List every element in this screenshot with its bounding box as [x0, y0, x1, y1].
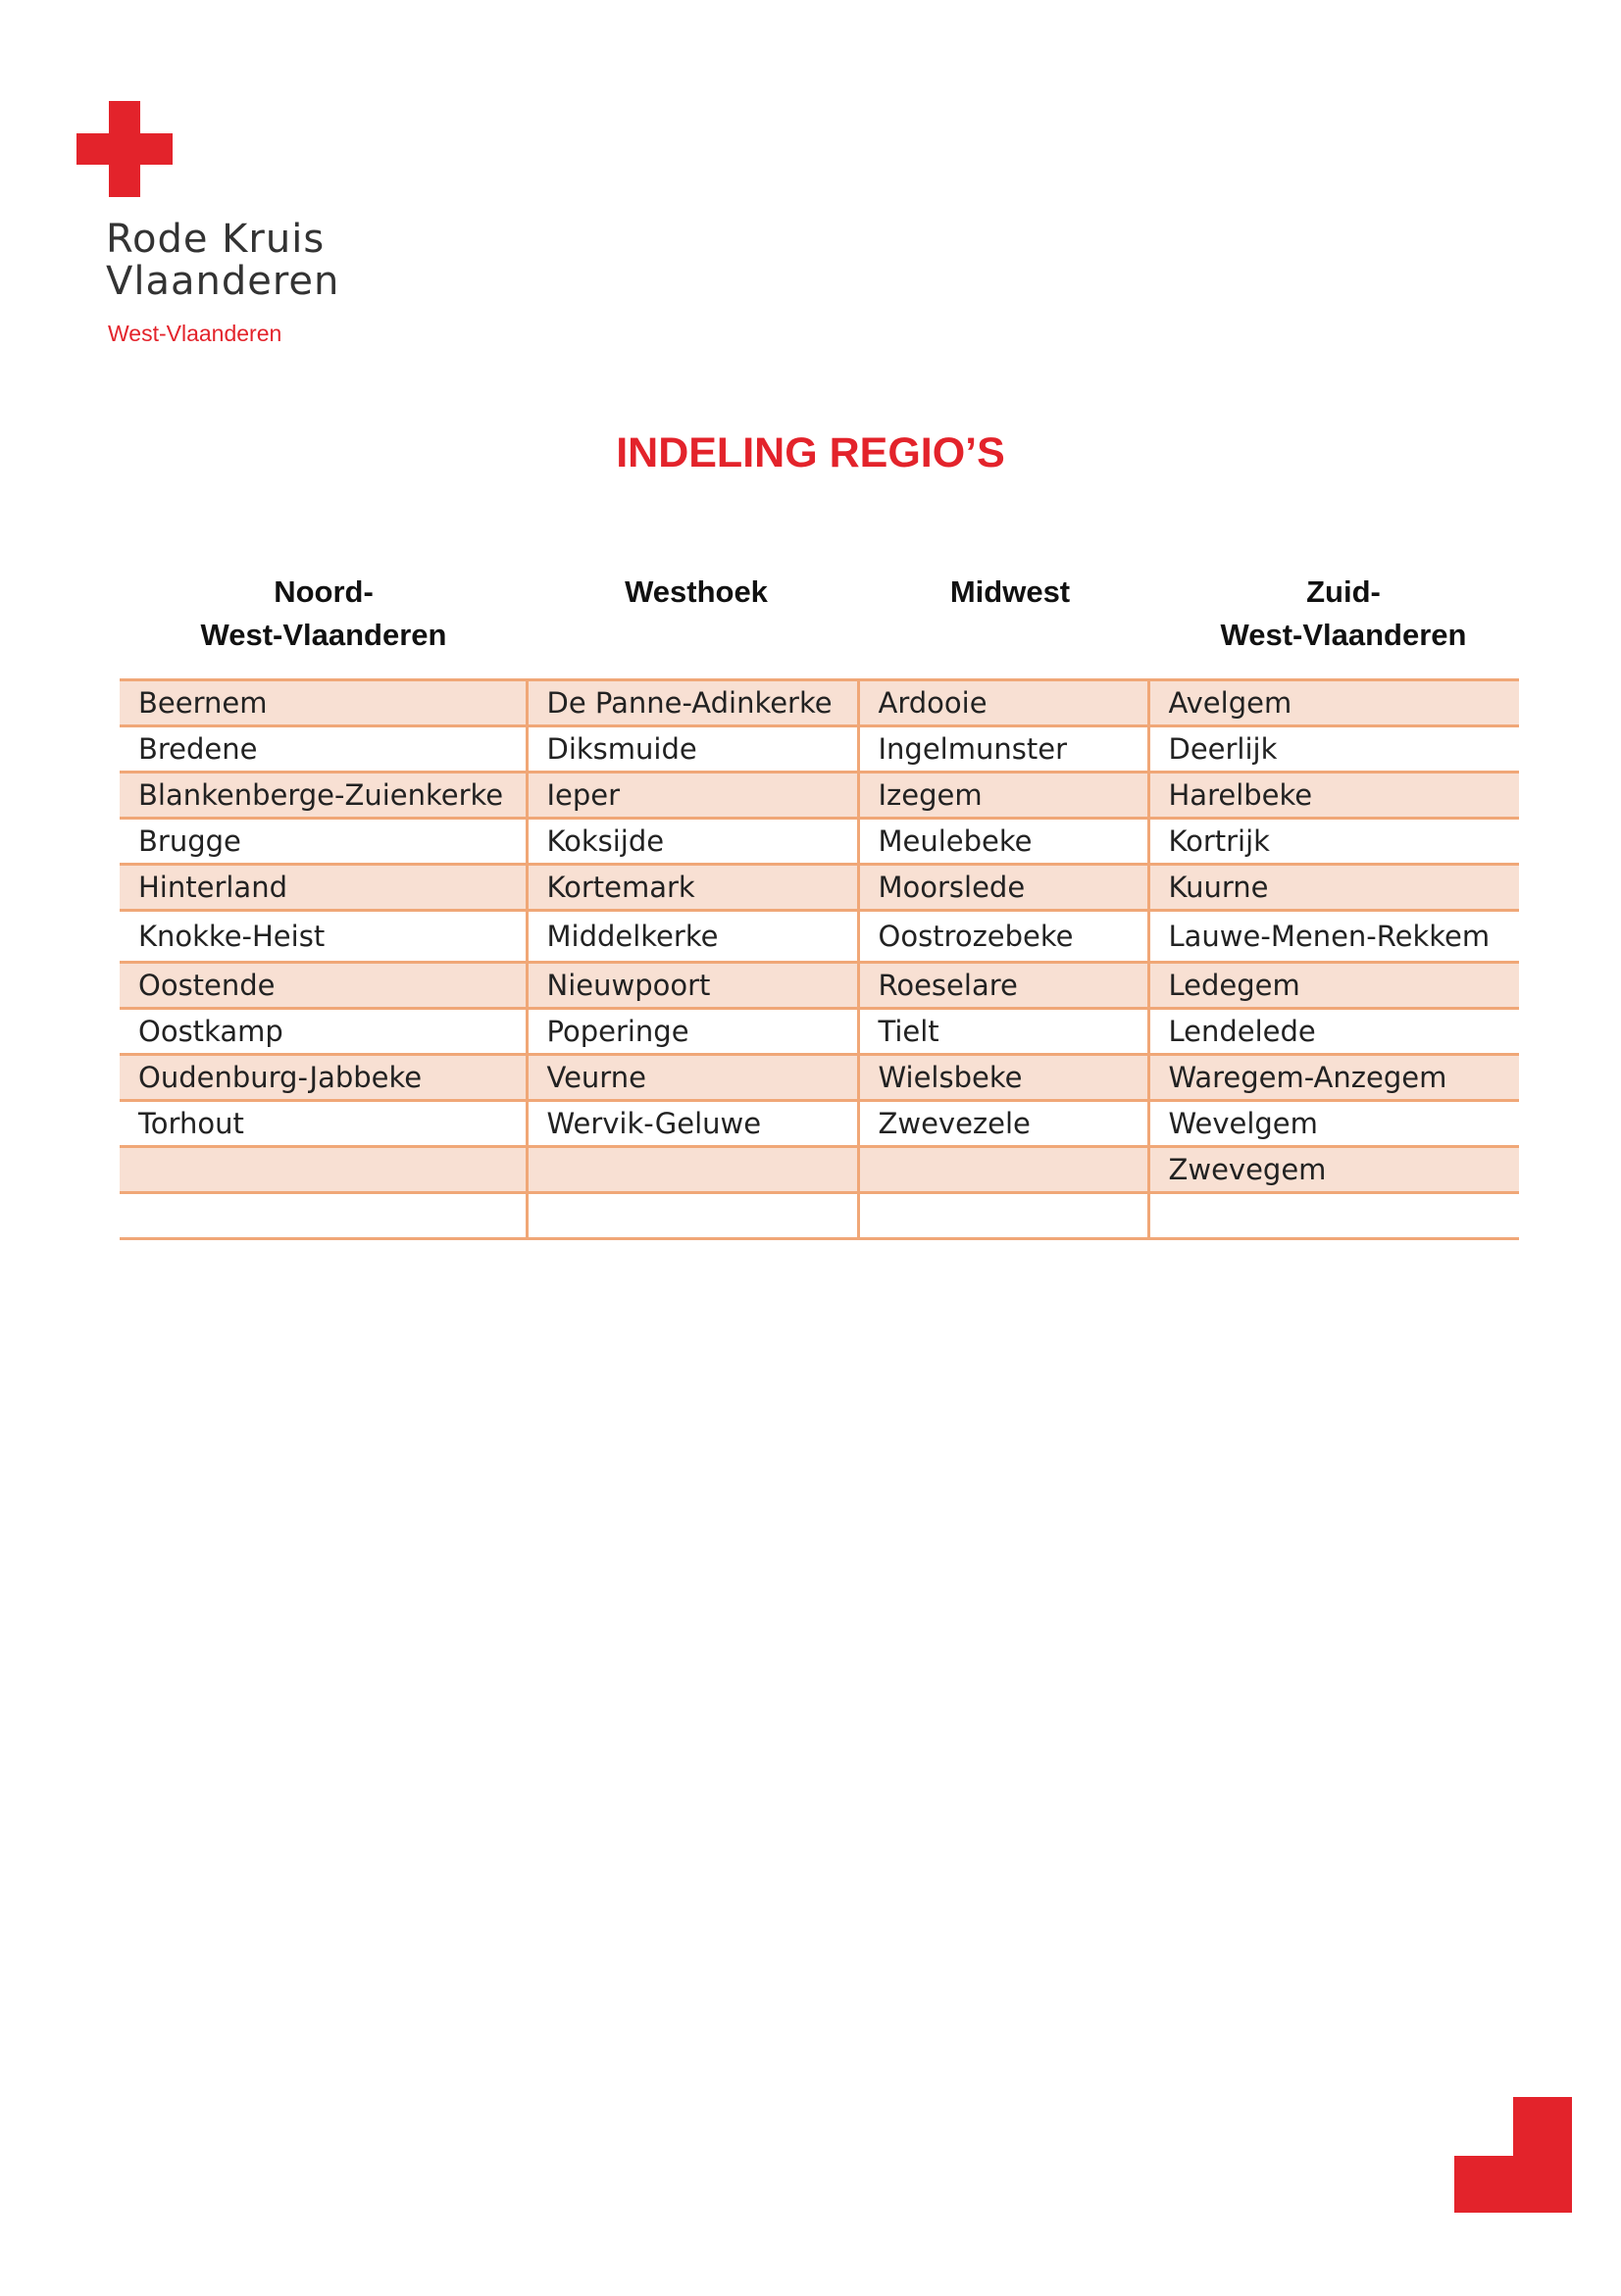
table-cell: Poperinge [527, 1009, 858, 1055]
table-cell: Ledegem [1148, 963, 1519, 1009]
table-row [120, 819, 1519, 865]
table-cell [527, 1147, 858, 1193]
table-cell: Ieper [527, 773, 858, 819]
table-cell [527, 1193, 858, 1239]
table-cell: Oostrozebeke [858, 911, 1148, 963]
red-cross-icon [76, 101, 173, 197]
table-row [120, 865, 1519, 911]
table-cell: Izegem [858, 773, 1148, 819]
column-header-noord-west-vlaanderen [118, 571, 530, 657]
table-cell: Lendelede [1148, 1009, 1519, 1055]
column-header-line: West-Vlaanderen [200, 618, 447, 652]
table-row [120, 1101, 1519, 1147]
table-row [120, 726, 1519, 773]
column-header-line: Zuid- [1306, 574, 1381, 609]
table-cell: Zwevegem [1148, 1147, 1519, 1193]
table-cell: Ingelmunster [858, 726, 1148, 773]
column-header-line: Midwest [949, 574, 1071, 609]
table-cell: Moorslede [858, 865, 1148, 911]
table-cell: Kortemark [527, 865, 858, 911]
table-cell: Beernem [120, 680, 527, 726]
logo-subtitle: West-Vlaanderen [108, 321, 282, 346]
logo-name-line1: Rode Kruis [106, 217, 326, 262]
table-cell: Wervik-Geluwe [527, 1101, 858, 1147]
table-cell: Kortrijk [1148, 819, 1519, 865]
table-cell: Tielt [858, 1009, 1148, 1055]
table-cell: Veurne [527, 1055, 858, 1101]
page-title: INDELING REGIO’S [616, 429, 1005, 476]
table-row [120, 1009, 1519, 1055]
logo-name [106, 219, 339, 303]
table-row [120, 680, 1519, 726]
corner-logo-mark [1454, 2097, 1572, 2213]
table-row [120, 911, 1519, 963]
column-header-line: West-Vlaanderen [1220, 618, 1467, 652]
table-cell: Torhout [120, 1101, 527, 1147]
table-cell: Oostende [120, 963, 527, 1009]
table-cell: Ardooie [858, 680, 1148, 726]
table-cell: Middelkerke [527, 911, 858, 963]
table-cell: Meulebeke [858, 819, 1148, 865]
column-header-midwest [863, 571, 1157, 614]
table-cell: Nieuwpoort [527, 963, 858, 1009]
table-cell: Koksijde [527, 819, 858, 865]
table-cell: Blankenberge-Zuienkerke [120, 773, 527, 819]
table-cell: Wielsbeke [858, 1055, 1148, 1101]
regions-table [120, 678, 1519, 1240]
column-header-line: Noord- [274, 574, 374, 609]
table-cell: Diksmuide [527, 726, 858, 773]
table-row [120, 1193, 1519, 1239]
table-cell [1148, 1193, 1519, 1239]
table-cell: Knokke-Heist [120, 911, 527, 963]
table-cell: Brugge [120, 819, 527, 865]
table-cell: Deerlijk [1148, 726, 1519, 773]
table-cell [120, 1147, 527, 1193]
table-cell: Kuurne [1148, 865, 1519, 911]
table-cell: Hinterland [120, 865, 527, 911]
table-cell: Avelgem [1148, 680, 1519, 726]
table-cell: Harelbeke [1148, 773, 1519, 819]
column-headers [118, 571, 1520, 669]
table-cell [858, 1193, 1148, 1239]
logo-name-line2: Vlaanderen [106, 259, 340, 304]
table-cell [120, 1193, 527, 1239]
table-cell: Zwevezele [858, 1101, 1148, 1147]
table-cell: Oudenburg-Jabbeke [120, 1055, 527, 1101]
table-cell: De Panne-Adinkerke [527, 680, 858, 726]
table-cell: Lauwe-Menen-Rekkem [1148, 911, 1519, 963]
table-row [120, 963, 1519, 1009]
table-cell: Bredene [120, 726, 527, 773]
table-cell: Oostkamp [120, 1009, 527, 1055]
table-cell: Waregem-Anzegem [1148, 1055, 1519, 1101]
column-header-line: Westhoek [625, 574, 768, 609]
column-header-zuid-west-vlaanderen [1157, 571, 1530, 657]
table-cell: Roeselare [858, 963, 1148, 1009]
table-row [120, 1055, 1519, 1101]
rode-kruis-logo [76, 101, 371, 356]
table-cell [858, 1147, 1148, 1193]
table-row [120, 1147, 1519, 1193]
column-header-westhoek [530, 571, 863, 614]
table-row [120, 773, 1519, 819]
table-cell: Wevelgem [1148, 1101, 1519, 1147]
